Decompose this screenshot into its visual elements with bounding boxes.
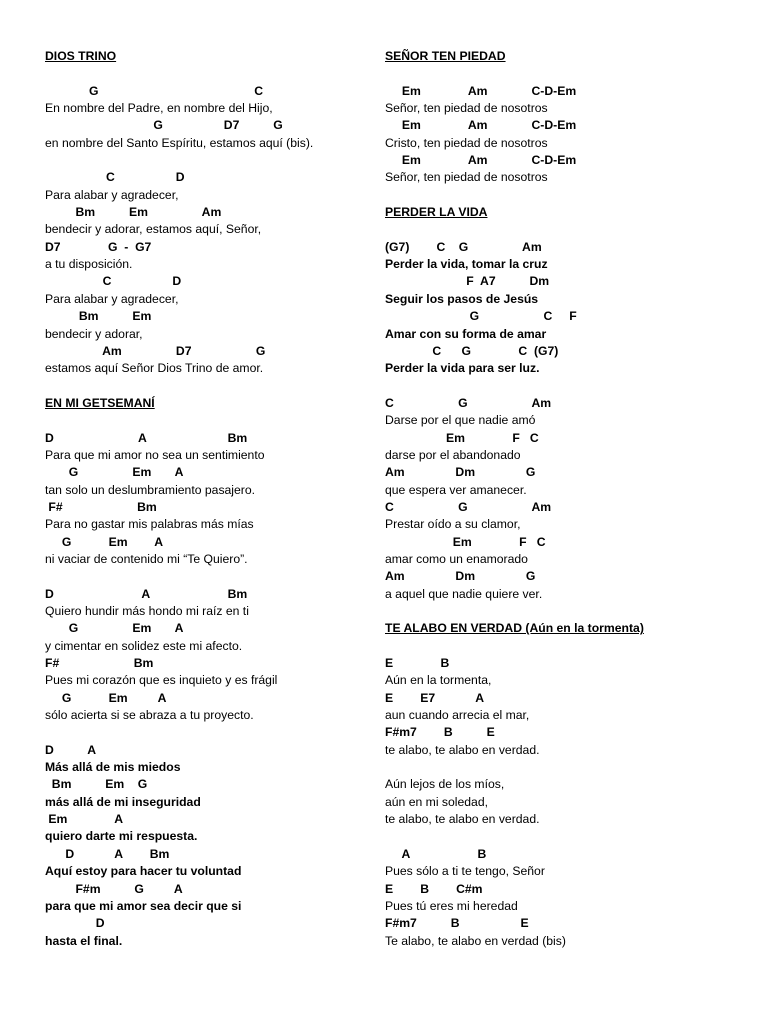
chord-line: C G Am — [385, 499, 552, 514]
blank-line — [385, 638, 755, 655]
chord-line: E E7 A — [385, 690, 485, 705]
lyric-line: y cimentar en solidez este mi afecto. — [45, 638, 243, 653]
chord-line: D A Bm — [45, 846, 170, 861]
lyric-line-chorus: Perder la vida, tomar la cruz — [385, 257, 548, 272]
chord-line: C D — [45, 274, 182, 289]
lyric-line-chorus: Seguir los pasos de Jesús — [385, 291, 539, 306]
lyric-line: ni vaciar de contenido mi “Te Quiero”. — [45, 551, 248, 566]
blank-line — [385, 221, 755, 238]
blank-line — [45, 412, 375, 429]
chord-line: F# Bm — [45, 499, 157, 514]
chord-line: Em F C — [385, 430, 539, 445]
chord-line: E B — [385, 656, 450, 671]
lyric-line-chorus: quiero darte mi respuesta. — [45, 829, 198, 844]
lyric-line: Quiero hundir más hondo mi raíz en ti — [45, 604, 249, 618]
lyric-line: darse por el abandonado — [385, 447, 521, 462]
chord-line: F# Bm — [45, 656, 154, 671]
right-column — [385, 48, 755, 950]
chord-line: G Em A — [45, 621, 184, 636]
blank-line — [45, 568, 375, 585]
blank-line — [45, 152, 375, 169]
chord-line: Bm Em G — [45, 777, 148, 792]
chord-line: D7 G - G7 — [45, 239, 152, 254]
chord-line: Em Am C-D-Em — [385, 118, 577, 133]
lyric-line-chorus: Perder la vida para ser luz. — [385, 361, 540, 376]
chord-line: Am Dm G — [385, 465, 536, 480]
chord-line: Bm Em Am — [45, 205, 222, 220]
lyric-line: Te alabo, te alabo en verdad (bis) — [385, 933, 566, 948]
blank-line — [385, 187, 755, 204]
chord-line: Em A — [45, 812, 124, 827]
lyric-line-chorus: Más allá de mis miedos — [45, 760, 181, 775]
lyric-line: Para alabar y agradecer, — [45, 187, 179, 202]
blank-line — [45, 378, 375, 395]
lyric-line-chorus: Amar con su forma de amar — [385, 326, 547, 341]
lyric-line: Pues sólo a ti te tengo, Señor — [385, 864, 545, 879]
lyric-line: estamos aquí Señor Dios Trino de amor. — [45, 361, 264, 376]
song-title: PERDER LA VIDA — [385, 205, 488, 220]
lyric-line: Pues mi corazón que es inquieto y es frágil — [45, 673, 278, 688]
lyric-line: Pues tú eres mi heredad — [385, 898, 518, 913]
left-column — [45, 48, 375, 950]
lyric-line: Para alabar y agradecer, — [45, 291, 179, 306]
lyric-line: a tu disposición. — [45, 257, 133, 272]
chord-line: (G7) C G Am — [385, 239, 542, 254]
lyric-line: Señor, ten piedad de nosotros — [385, 101, 548, 116]
chord-line: C D — [45, 170, 185, 185]
lyric-line: Aún en la tormenta, — [385, 673, 492, 688]
song-title: DIOS TRINO — [45, 49, 117, 63]
chord-line: D A Bm — [45, 430, 248, 445]
chord-line: F A7 Dm — [385, 274, 550, 289]
lyric-line: te alabo, te alabo en verdad. — [385, 742, 540, 757]
blank-line — [45, 65, 375, 82]
song-title: TE ALABO EN VERDAD (Aún en la tormenta) — [385, 621, 644, 636]
chord-line: F#m7 B E — [385, 916, 529, 931]
song-title: EN MI GETSEMANÍ — [45, 395, 155, 410]
lyric-line-chorus: más allá de mi inseguridad — [45, 794, 201, 809]
chord-line: G C — [45, 83, 264, 98]
chord-line: Em Am C-D-Em — [385, 153, 577, 168]
lyric-line: En nombre del Padre, en nombre del Hijo, — [45, 101, 273, 116]
lyric-line: en nombre del Santo Espíritu, estamos aquí (bis). — [45, 135, 314, 150]
lyric-line: Aún lejos de los míos, — [385, 777, 505, 792]
lyric-line: aún en mi soledad, — [385, 794, 488, 809]
blank-line — [385, 65, 755, 82]
lyric-line: te alabo, te alabo en verdad. — [385, 812, 540, 827]
chord-line: G C F — [385, 309, 577, 324]
lyric-line: amar como un enamorado — [385, 551, 528, 566]
chord-line: G D7 G — [45, 118, 283, 133]
chord-line: G Em A — [45, 534, 164, 549]
song-title: SEÑOR TEN PIEDAD — [385, 49, 506, 63]
blank-line — [385, 603, 755, 620]
chord-line: Am Dm G — [385, 569, 536, 584]
chord-line: Bm Em — [45, 309, 152, 324]
lyric-line: sólo acierta si se abraza a tu proyecto. — [45, 708, 254, 723]
chord-line: G Em A — [45, 465, 184, 480]
blank-line — [385, 378, 755, 395]
lyric-line-chorus: hasta el final. — [45, 933, 123, 948]
lyric-line: que espera ver amanecer. — [385, 482, 527, 497]
chord-line: D A — [45, 742, 97, 757]
chord-line: D — [45, 916, 105, 931]
lyric-line: a aquel que nadie quiere ver. — [385, 586, 543, 601]
lyric-line: aun cuando arrecia el mar, — [385, 708, 530, 723]
chord-line: Am D7 G — [45, 343, 266, 358]
chord-line: F#m7 B E — [385, 725, 495, 740]
lyric-line-chorus: para que mi amor sea decir que si — [45, 898, 242, 913]
blank-line — [385, 759, 755, 776]
lyric-line: tan solo un deslumbramiento pasajero. — [45, 482, 256, 497]
chord-line: G Em A — [45, 690, 167, 705]
lyric-line: Para que mi amor no sea un sentimiento — [45, 447, 265, 462]
chord-line: D A Bm — [45, 586, 248, 601]
lyric-line: Señor, ten piedad de nosotros — [385, 170, 548, 185]
chord-line: Em Am C-D-Em — [385, 83, 577, 98]
chord-line: E B C#m — [385, 881, 483, 896]
blank-line — [45, 724, 375, 741]
chord-line: C G Am — [385, 395, 552, 410]
lyric-line: bendecir y adorar, estamos aquí, Señor, — [45, 222, 262, 237]
chord-line: A B — [385, 846, 487, 861]
chord-line: F#m G A — [45, 881, 183, 896]
lyric-line: Cristo, ten piedad de nosotros — [385, 135, 548, 150]
lyric-line: Darse por el que nadie amó — [385, 413, 536, 428]
chord-line: C G C (G7) — [385, 343, 559, 358]
lyric-line-chorus: Aquí estoy para hacer tu voluntad — [45, 864, 242, 879]
lyric-line: bendecir y adorar, — [45, 326, 143, 341]
blank-line — [385, 828, 755, 845]
lyric-line: Para no gastar mis palabras más mías — [45, 517, 254, 532]
chord-line: Em F C — [385, 534, 546, 549]
lyric-line: Prestar oído a su clamor, — [385, 517, 521, 532]
